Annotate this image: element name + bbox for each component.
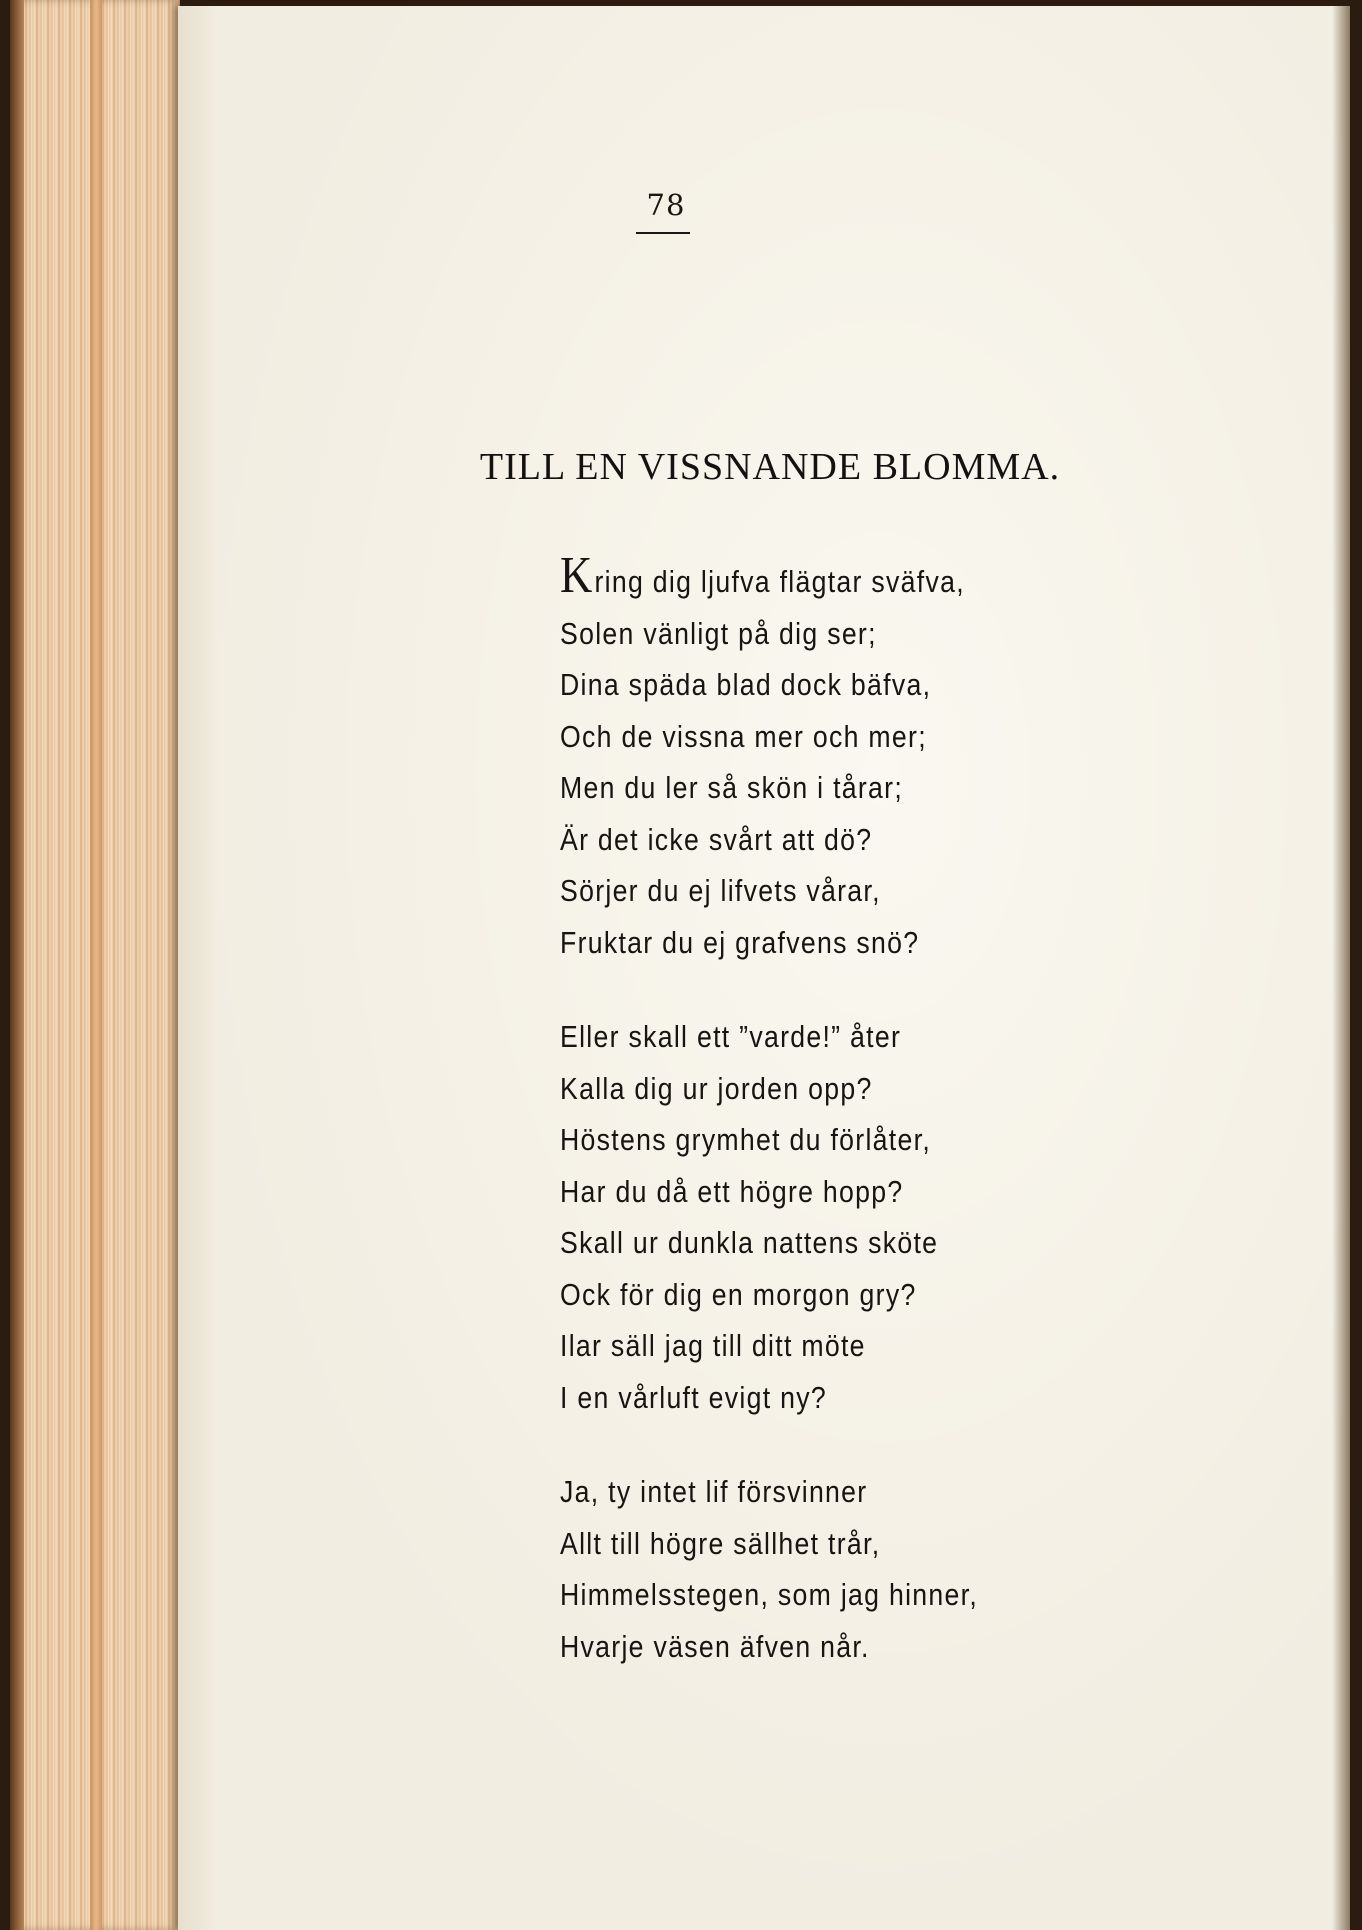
page-number: 78 xyxy=(646,188,686,222)
stacked-page-edges xyxy=(10,0,180,1930)
poem-title: TILL EN VISSNANDE BLOMMA. xyxy=(479,446,1061,488)
poem-line-text: Men du ler så skön i tårar; xyxy=(560,770,904,805)
stanza xyxy=(560,1011,978,1423)
page-number-rule xyxy=(636,232,690,234)
poem-line xyxy=(560,1320,978,1372)
poem-line-text: Ilar säll jag till ditt möte xyxy=(560,1328,866,1363)
poem-line xyxy=(560,1166,978,1218)
poem-line xyxy=(560,1011,978,1063)
poem-line xyxy=(560,1569,978,1621)
poem-line-text: Allt till högre sällhet trår, xyxy=(560,1525,881,1561)
poem-line xyxy=(560,917,978,969)
poem-line-text: Ock för dig en morgon gry? xyxy=(560,1276,917,1312)
poem-line xyxy=(560,865,978,917)
poem-line-text: Sörjer du ej lifvets vårar, xyxy=(560,873,881,908)
poem-line-text: Höstens grymhet du förlåter, xyxy=(560,1122,932,1157)
poem-line-text: Himmelsstegen, som jag hinner, xyxy=(560,1577,979,1612)
poem-body xyxy=(560,547,979,1715)
poem-line xyxy=(560,814,978,866)
stanza xyxy=(560,1466,978,1672)
poem-line-text: Fruktar du ej grafvens snö? xyxy=(560,924,920,960)
poem-line xyxy=(560,1518,978,1570)
poem-line xyxy=(560,1063,978,1115)
poem-line xyxy=(560,762,978,814)
poem-line-text: Skall ur dunkla nattens sköte xyxy=(560,1225,939,1260)
poem-line-text: Ja, ty intet lif försvinner xyxy=(560,1474,868,1509)
poem-line-text: I en vårluft evigt ny? xyxy=(560,1379,827,1415)
poem-line xyxy=(560,711,978,763)
poem-line xyxy=(560,547,978,608)
poem-line xyxy=(560,659,978,711)
poem-line xyxy=(560,1217,978,1269)
poem-line xyxy=(560,1466,978,1518)
poem-line-text: Eller skall ett ”varde!” åter xyxy=(560,1019,902,1054)
poem-line-text: ring dig ljufva flägtar sväfva, xyxy=(594,564,965,599)
poem-line xyxy=(560,1372,978,1424)
poem-line-text: Solen vänligt på dig ser; xyxy=(560,615,877,651)
poem-line xyxy=(560,1269,978,1321)
poem-line-text: Dina späda blad dock bäfva, xyxy=(560,667,932,702)
poem-line-text: Kalla dig ur jorden opp? xyxy=(560,1070,873,1106)
poem-line xyxy=(560,1621,978,1673)
poem-line-text: Och de vissna mer och mer; xyxy=(560,718,927,754)
poem-line-text: Hvarje väsen äfven når. xyxy=(560,1628,870,1664)
drop-cap: K xyxy=(560,547,594,604)
poem-line xyxy=(560,1114,978,1166)
poem-line xyxy=(560,608,978,660)
poem-line-text: Är det icke svårt att dö? xyxy=(560,821,873,857)
stanza xyxy=(560,547,978,968)
poem-line-text: Har du då ett högre hopp? xyxy=(560,1173,904,1209)
